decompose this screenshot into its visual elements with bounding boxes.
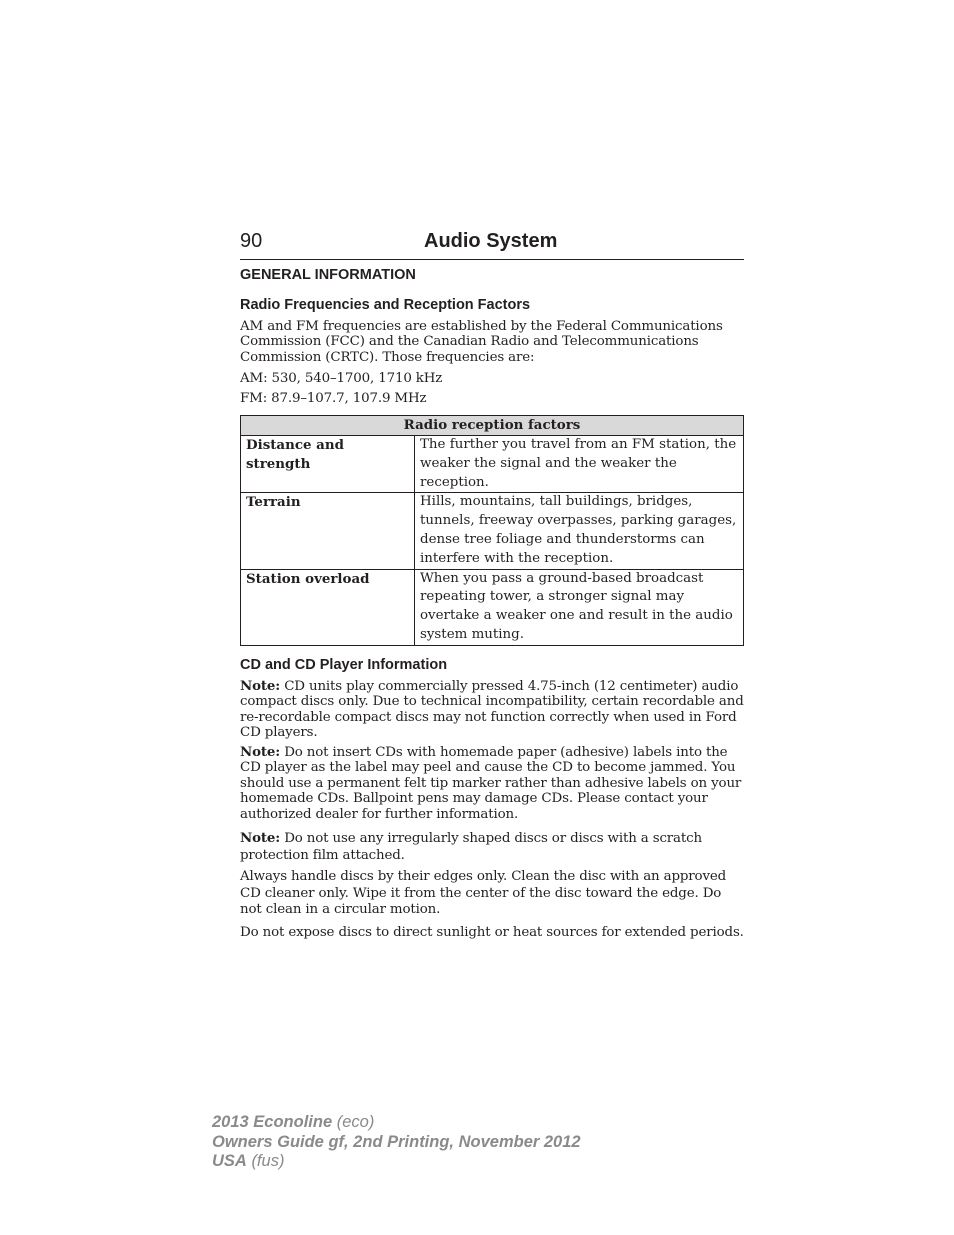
radio-heading: Radio Frequencies and Reception Factors [240,297,531,313]
note-label: Note: [240,678,281,694]
table-row [241,569,744,645]
note-label: Note: [240,830,281,846]
radio-intro: AM and FM frequencies are established by the Federal Communications Commission (FCC) and the Canadian Radio and Telecommunications Commission (CRTC). Those frequencies are: [240,319,723,365]
footer-model: 2013 Econoline [212,1113,333,1131]
cd-paragraph-2: Do not expose discs to direct sunlight or heat sources for extended periods. [240,925,744,940]
reception-factors-table [240,415,744,646]
row-description: Hills, mountains, tall buildings, bridges, tunnels, freeway overpasses, parking garages, dense tree foliage and thunderstorms can interfere with the reception. [415,493,744,569]
note-text: Do not insert CDs with homemade paper (adhesive) labels into the CD player as the label may peel and cause the CD to become jammed. You should use a permanent felt tip marker rather than adhesive labels on your homemade CDs. Ballpoint pens may damage CDs. Please contact your authorized dealer for further information. [240,745,742,822]
note-text: CD units play commercially pressed 4.75-inch (12 centimeter) audio compact discs only. Due to technical incompatibility, certain recordable and re-recordable compact discs may not function correctly when used in Ford CD players. [240,679,744,741]
footer-model-code: (eco) [336,1113,375,1131]
row-term: Station overload [241,569,415,645]
row-term: Terrain [241,493,415,569]
table-row [241,493,744,569]
cd-note-2 [240,745,744,822]
table-header-row [241,416,744,436]
cd-note-1 [240,679,744,741]
footer-guide: Owners Guide gf, 2nd Printing, November 2012 [212,1132,581,1151]
note-label: Note: [240,744,281,760]
fm-frequencies: FM: 87.9–107.7, 107.9 MHz [240,391,427,406]
row-description: When you pass a ground-based broadcast repeating tower, a stronger signal may overtake a weaker one and result in the audio system muting. [415,569,744,645]
section-title: GENERAL INFORMATION [240,267,416,283]
footer-region-code: (fus) [251,1152,285,1170]
cd-paragraph-1: Always handle discs by their edges only. Clean the disc with an approved CD cleaner only. Wipe it from the center of the disc toward the edge. Do not clean in a circular motion. [240,869,727,917]
cd-note-3 [240,830,744,864]
footer-guide-line [212,1133,581,1153]
table-title: Radio reception factors [241,416,744,436]
page-footer [212,1113,581,1172]
note-text: Do not use any irregularly shaped discs or discs with a scratch protection film attached. [240,831,702,863]
footer-model-line [212,1113,581,1133]
page-number: 90 [240,230,263,252]
row-term: Distance and strength [241,436,415,493]
footer-region: USA [212,1152,247,1170]
page-header [240,229,744,260]
cd-heading: CD and CD Player Information [240,657,448,673]
row-description: The further you travel from an FM station, the weaker the signal and the weaker the reception. [415,436,744,493]
footer-region-line [212,1152,581,1172]
am-frequencies: AM: 530, 540–1700, 1710 kHz [240,371,443,386]
page-title: Audio System [424,230,558,252]
table-row [241,436,744,493]
